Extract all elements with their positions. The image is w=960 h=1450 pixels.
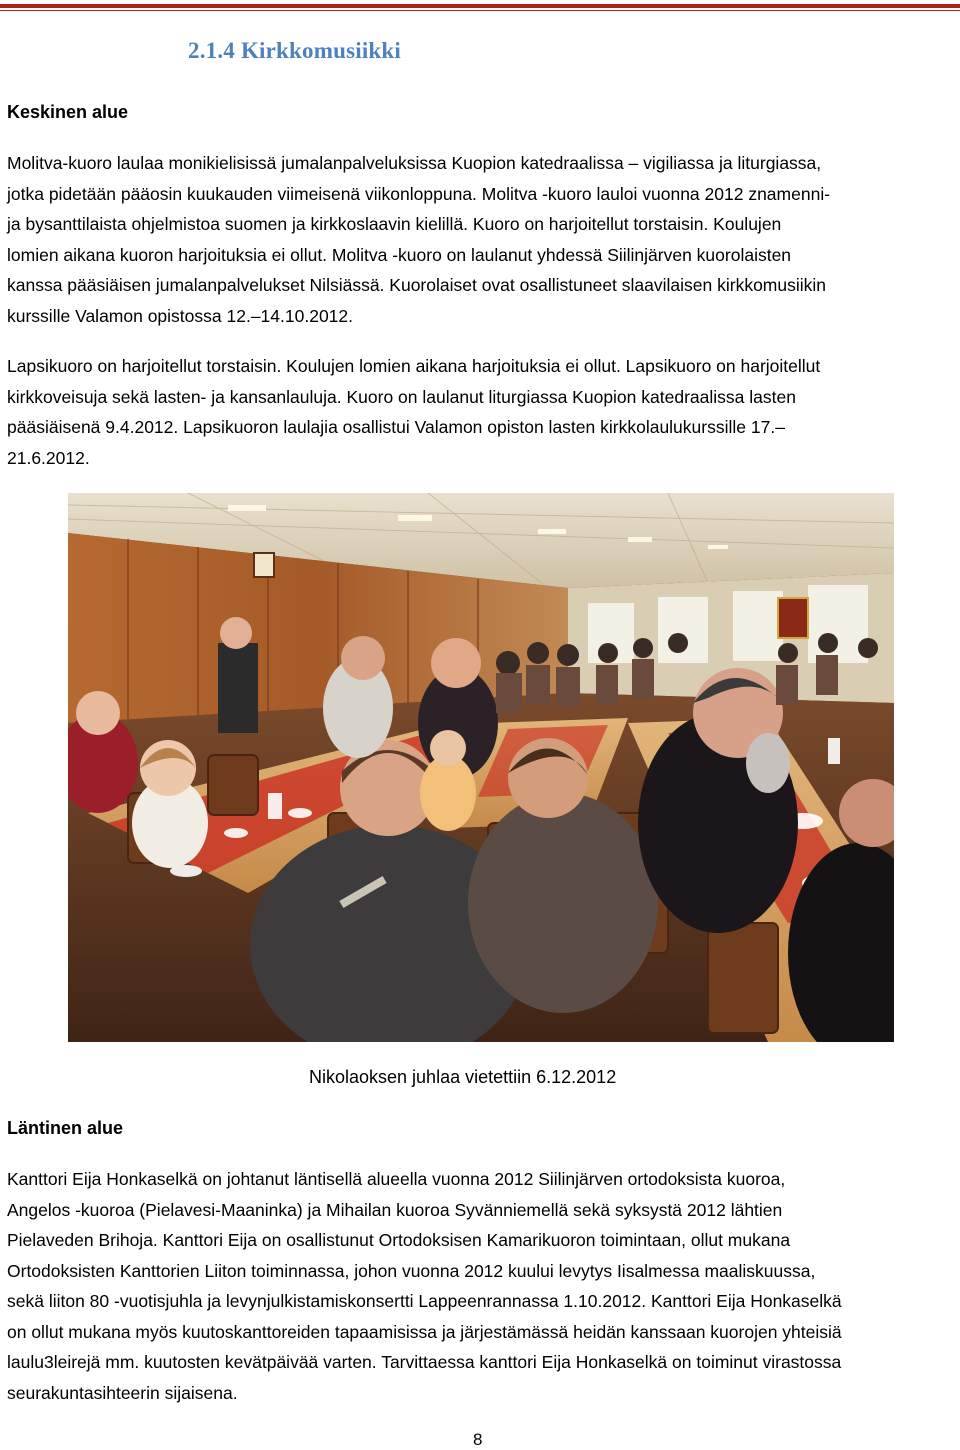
text-line: Ortodoksisten Kanttorien Liiton toiminnassa, johon vuonna 2012 kuului levytys Iisalmessa maaliskuussa, — [7, 1260, 816, 1281]
photo-caption: Nikolaoksen juhlaa vietettiin 6.12.2012 — [309, 1067, 617, 1087]
text-line: Lapsikuoro on harjoitellut torstaisin. Koulujen lomien aikana harjoituksia ei ollut. Lapsikuoro on harjoitellut — [7, 356, 821, 376]
text-line: lomien aikana kuoron harjoituksia ei ollut. Molitva -kuoro on laulanut yhdessä Siilinjärven kuorolaisten — [7, 244, 792, 265]
central-region-heading: Keskinen alue — [7, 102, 129, 122]
western-paragraph-1 — [7, 1164, 953, 1408]
text-line: jotka pidetään pääosin kuukauden viimeisenä viikonloppuna. Molitva -kuoro lauloi vuonna 2012 znamenni- — [7, 183, 831, 204]
text-line: kanssa pääsiäisen jumalanpalvelukset Nilsiässä. Kuorolaiset ovat osallistuneet slaavilaisen kirkkomusiikin — [7, 275, 827, 295]
text-line: sekä liiton 80 -vuotisjuhla ja levynjulkistamiskonsertti Lappeenrannassa 1.10.2012. Kanttori Eija Honkaselkä — [7, 1291, 842, 1311]
header-rule-thin — [0, 10, 960, 11]
text-line: pääsiäisenä 9.4.2012. Lapsikuoron laulajia osallistui Valamon opiston lasten kirkkolaulukurssille 17.– — [7, 417, 785, 437]
text-line: ja bysanttilaista ohjelmistoa suomen ja kirkkoslaavin kielillä. Kuoro on harjoitellut torstaisin. Koulujen — [7, 214, 782, 234]
text-line: Molitva-kuoro laulaa monikielisissä jumalanpalveluksissa Kuopion katedraalissa – vigiliassa ja liturgiassa, — [7, 153, 822, 173]
central-paragraph-1 — [7, 148, 953, 331]
text-line: kurssille Valamon opistossa 12.–14.10.2012. — [7, 305, 354, 326]
western-region-heading: Läntinen alue — [7, 1118, 124, 1138]
text-line: 21.6.2012. — [7, 447, 90, 468]
text-line: seurakuntasihteerin sijaisena. — [7, 1382, 238, 1403]
text-line: laulu3leirejä mm. kuutosten kevätpäivää varten. Tarvittaessa kanttori Eija Honkaselkä on toiminut virastossa — [7, 1352, 842, 1372]
text-line: kirkkoveisuja sekä lasten- ja kansanlauluja. Kuoro on laulanut liturgiassa Kuopion katedraalissa lasten — [7, 386, 796, 407]
central-paragraph-2 — [7, 351, 953, 473]
text-line: Angelos -kuoroa (Pielavesi-Maaninka) ja Mihailan kuoroa Syvänniemellä sekä syksystä 2012 lähtien — [7, 1199, 783, 1220]
header-rule — [0, 4, 960, 8]
text-line: Kanttori Eija Honkaselkä on johtanut läntisellä alueella vuonna 2012 Siilinjärven ortodoksista kuoroa, — [7, 1169, 786, 1189]
text-line: on ollut mukana myös kuutoskanttoreiden tapaamisissa ja järjestämässä heidän kanssaan kuorojen yhteisiä — [7, 1321, 842, 1342]
page-number: 8 — [473, 1430, 483, 1449]
section-heading: 2.1.4 Kirkkomusiikki — [188, 38, 401, 63]
celebration-photo — [68, 493, 894, 1042]
text-line: Pielaveden Brihoja. Kanttori Eija on osallistunut Ortodoksisen Kamarikuoron toimintaan, ollut mukana — [7, 1230, 791, 1250]
